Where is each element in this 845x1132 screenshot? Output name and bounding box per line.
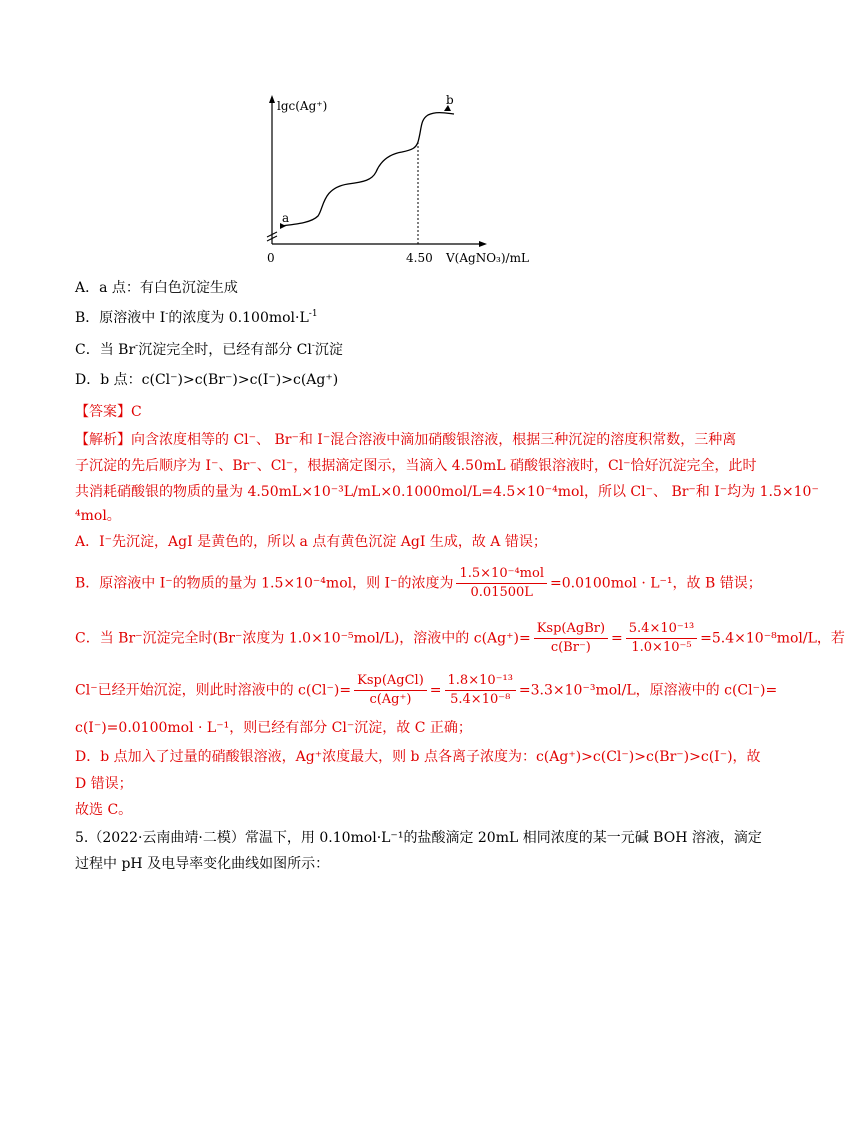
analysis-text-1: 【解析】向含浓度相等的 Cl⁻、 Br⁻和 I⁻混合溶液中滴加硝酸银溶液，根据三种沉淀的溶度积常数，三种离 [75,432,737,448]
analysis-line-3 [75,482,819,502]
analysis-a [75,532,547,552]
analysis-conclusion-text: 故选 C。 [75,802,133,818]
analysis-conclusion [75,800,132,820]
analysis-b-text-1: B．原溶液中 I⁻的物质的量为 1.5×10⁻⁴mol，则 I⁻的浓度为 [75,575,454,592]
analysis-text-3: 共消耗硝酸银的物质的量为 4.50mL×10⁻³L/mL×0.1000mol/L=4.5×10⁻⁴mol，所以 Cl⁻、 Br⁻和 I⁻均为 1.5×10⁻ [75,484,819,500]
analysis-d-text-1: D．b 点加入了过量的硝酸银溶液，Ag⁺浓度最大，则 b 点各离子浓度为：c(Ag⁺)>c(Cl⁻)>c(Br⁻)>c(I⁻)，故 [75,749,761,765]
analysis-d-2 [75,774,133,794]
c2-fraction-1 [354,672,427,709]
option-d [75,370,338,390]
next-question-line-2 [75,854,329,874]
c2-fraction-1-den: c(Ag⁺) [369,692,412,707]
c2-fraction-1-num: Ksp(AgCl) [354,672,427,691]
c-fraction-2-den: 1.0×10⁻⁵ [631,640,692,655]
next-question-text-1: 5.（2022·云南曲靖·二模）常温下，用 0.10mol·L⁻¹的盐酸滴定 20mL 相同浓度的某一元碱 BOH 溶液，滴定 [75,830,762,846]
option-a [75,278,238,298]
analysis-d-1 [75,747,761,767]
option-b-text-2: 的浓度为 0.100mol·L [168,310,309,326]
c-fraction-2 [626,620,697,657]
analysis-c2: Cl⁻已经开始沉淀，则此时溶液中的 c(Cl⁻)= $\frac{\text{Ksp(AgCl)}}{c(Ag^+)}$ = $\frac{\text{1.8×10⁻¹³}}{\text{5.4×10⁻⁸}}$ =3.3×10⁻³mol/L，原溶液中的 c(Cl⁻)= [75,673,778,707]
b-fraction-den: 0.01500L [470,585,533,600]
b-fraction [456,565,547,602]
analysis-text-4: ⁴mol。 [75,508,121,524]
option-a-text: A．a 点：有白色沉淀生成 [75,280,238,296]
analysis-b-text-2: =0.0100mol · L⁻¹，故 B 错误； [549,575,762,592]
option-c: C．当 Br-沉淀完全时，已经有部分 Cl-沉淀 [75,341,343,358]
option-b-text-1: B．原溶液中 I [75,310,166,326]
x-mark-label: 4.50 [406,251,433,265]
analysis-c-text-1: C．当 Br⁻沉淀完全时(Br⁻浓度为 1.0×10⁻⁵mol/L)，溶液中的 c(Ag⁺)= [75,630,531,647]
analysis-c3 [75,718,472,738]
analysis-b [75,565,762,602]
next-question-text-2: 过程中 pH 及电导率变化曲线如图所示： [75,856,330,872]
analysis-c3-text: c(I⁻)=0.0100mol · L⁻¹，则已经有部分 Cl⁻沉淀，故 C 正确； [75,720,472,736]
analysis-line-1 [75,430,736,450]
analysis-c2-text-1: Cl⁻已经开始沉淀，则此时溶液中的 c(Cl⁻)= [75,682,352,699]
x-axis-arrow [479,241,487,247]
c-fraction-1 [534,620,608,657]
c2-fraction-2-num: 1.8×10⁻¹³ [445,672,516,691]
option-d-text: D．b 点：c(Cl⁻)>c(Br⁻)>c(I⁻)>c(Ag⁺) [75,372,339,388]
answer [75,402,142,422]
analysis-c-text-2: =5.4×10⁻⁸mol/L，若 [700,630,845,647]
option-c-text-2: 沉淀完全时，已经有部分 Cl [138,342,312,358]
y-axis-arrow [269,95,275,103]
c-fraction-2-num: 5.4×10⁻¹³ [626,620,697,639]
analysis-a-text: A．I⁻先沉淀，AgI 是黄色的，所以 a 点有黄色沉淀 AgI 生成，故 A 错误； [75,534,547,550]
point-a-label: a [282,211,290,225]
analysis-c2-text-2: =3.3×10⁻³mol/L，原溶液中的 c(Cl⁻)= [518,682,778,699]
c-fraction-1-den: c(Br⁻) [550,640,591,655]
analysis-line-2 [75,456,757,476]
point-b-label: b [446,93,454,107]
c2-fraction-2 [445,672,516,709]
analysis-c: C．当 Br⁻沉淀完全时(Br⁻浓度为 1.0×10⁻⁵mol/L)，溶液中的 c(Ag⁺)= $\frac{\text{Ksp(AgBr)}}{c(Br^-)}$ = $\frac{\text{5.4×10⁻¹³}}{\text{1.0×10⁻⁵}}$ =5.4×10⁻⁸mol/L，若 [75,621,845,655]
analysis-line-4 [75,506,121,526]
x-axis-label: V(AgNO₃)/mL [446,251,529,265]
b-fraction-num: 1.5×10⁻⁴mol [456,565,547,584]
analysis-text-2: 子沉淀的先后顺序为 I⁻、Br⁻、Cl⁻，根据滴定图示，当滴入 4.50mL 硝酸银溶液时，Cl⁻恰好沉淀完全，此时 [75,458,757,474]
c-fraction-1-num: Ksp(AgBr) [534,620,608,639]
y-axis-label: lgc(Ag⁺) [277,99,328,113]
origin-label: 0 [267,251,275,265]
titration-curve-svg [250,92,550,272]
next-question-line-1 [75,828,762,848]
option-c-text-3: 沉淀 [314,342,343,358]
answer-text: 【答案】C [75,404,142,420]
titration-curve-figure [250,92,550,272]
option-b: B．原溶液中 I-的浓度为 $0.100mol\cdot L^{-1}$ [75,309,318,326]
option-c-text-1: C．当 Br [75,342,136,358]
c2-fraction-2-den: 5.4×10⁻⁸ [450,692,511,707]
analysis-d-text-2: D 错误； [75,776,133,792]
titration-curve [280,113,454,226]
